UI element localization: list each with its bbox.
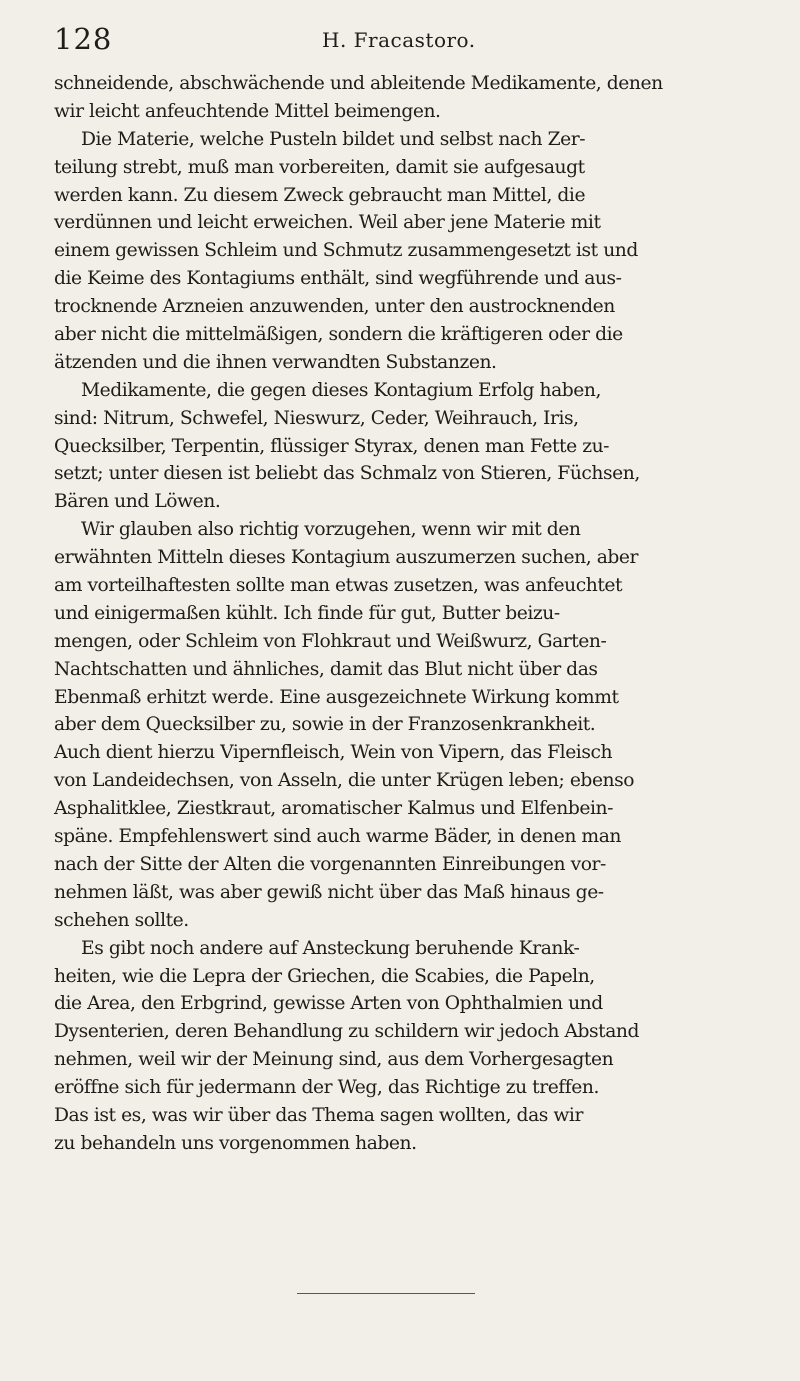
- text-line: heiten, wie die Lepra der Griechen, die Scabies, die Papeln,: [54, 965, 595, 987]
- paragraph-start-line: Die Materie, welche Pusteln bildet und selbst nach Zer-: [81, 128, 586, 150]
- text-line: trocknende Arzneien anzuwenden, unter den austrocknenden: [54, 296, 615, 318]
- text-line: von Landeidechsen, von Asseln, die unter Krügen leben; ebenso: [54, 770, 635, 792]
- text-line: werden kann. Zu diesem Zweck gebraucht man Mittel, die: [54, 184, 586, 206]
- text-line: verdünnen und leicht erweichen. Weil aber jene Materie mit: [54, 212, 601, 234]
- text-line: und einigermaßen kühlt. Ich finde für gut, Butter beizu-: [54, 602, 560, 624]
- page-header: [54, 22, 746, 56]
- running-head: H. Fracastoro.: [322, 28, 476, 52]
- text-line: Bären und Löwen.: [54, 491, 221, 513]
- text-line: Ebenmaß erhitzt werde. Eine ausgezeichnete Wirkung kommt: [54, 686, 619, 708]
- text-line: eröffne sich für jedermann der Weg, das Richtige zu treffen.: [54, 1077, 599, 1099]
- text-line: Asphalitklee, Ziestkraut, aromatischer Kalmus und Elfenbein-: [54, 798, 613, 820]
- body-text: [54, 70, 796, 1158]
- text-line: sind: Nitrum, Schwefel, Nieswurz, Ceder, Weihrauch, Iris,: [54, 407, 579, 429]
- text-line: am vorteilhaftesten sollte man etwas zusetzen, was anfeuchtet: [54, 575, 623, 597]
- text-line: Auch dient hierzu Vipernfleisch, Wein von Vipern, das Fleisch: [54, 742, 613, 764]
- paragraph-start-line: Medikamente, die gegen dieses Kontagium Erfolg haben,: [81, 379, 601, 401]
- text-line: setzt; unter diesen ist beliebt das Schmalz von Stieren, Füchsen,: [54, 463, 640, 485]
- text-line: erwähnten Mitteln dieses Kontagium auszumerzen suchen, aber: [54, 547, 638, 569]
- text-line: die Keime des Kontagiums enthält, sind wegführende und aus-: [54, 268, 622, 290]
- text-line: Das ist es, was wir über das Thema sagen wollten, das wir: [54, 1104, 583, 1126]
- text-line: nehmen läßt, was aber gewiß nicht über das Maß hinaus ge-: [54, 881, 604, 903]
- page-number: 128: [54, 22, 113, 56]
- text-line: aber nicht die mittelmäßigen, sondern die kräftigeren oder die: [54, 324, 623, 346]
- text-line: Dysenterien, deren Behandlung zu schildern wir jedoch Abstand: [54, 1021, 639, 1043]
- text-line: ätzenden und die ihnen verwandten Substanzen.: [54, 351, 497, 373]
- text-line: nach der Sitte der Alten die vorgenannten Einreibungen vor-: [54, 853, 606, 875]
- text-line: Nachtschatten und ähnliches, damit das Blut nicht über das: [54, 658, 598, 680]
- paragraph-start-line: Wir glauben also richtig vorzugehen, wenn wir mit den: [81, 519, 581, 541]
- text-line: mengen, oder Schleim von Flohkraut und Weißwurz, Garten-: [54, 630, 607, 652]
- text-line: aber dem Quecksilber zu, sowie in der Franzosenkrankheit.: [54, 714, 596, 736]
- text-line: späne. Empfehlenswert sind auch warme Bäder, in denen man: [54, 826, 621, 848]
- text-line: schneidende, abschwächende und ableitende Medikamente, denen: [54, 73, 663, 94]
- text-line: Quecksilber, Terpentin, flüssiger Styrax, denen man Fette zu-: [54, 435, 610, 457]
- text-line: schehen sollte.: [54, 909, 189, 931]
- text-line: zu behandeln uns vorgenommen haben.: [54, 1132, 417, 1154]
- text-line: teilung strebt, muß man vorbereiten, damit sie aufgesaugt: [54, 156, 585, 178]
- text-line: nehmen, weil wir der Meinung sind, aus dem Vorhergesagten: [54, 1049, 614, 1071]
- paragraph-start-line: Es gibt noch andere auf Ansteckung beruhende Krank-: [81, 937, 580, 959]
- closing-rule: [297, 1293, 475, 1294]
- text-line: einem gewissen Schleim und Schmutz zusammengesetzt ist und: [54, 240, 638, 262]
- text-line: die Area, den Erbgrind, gewisse Arten von Ophthalmien und: [54, 993, 603, 1015]
- text-line: wir leicht anfeuchtende Mittel beimengen.: [54, 100, 441, 122]
